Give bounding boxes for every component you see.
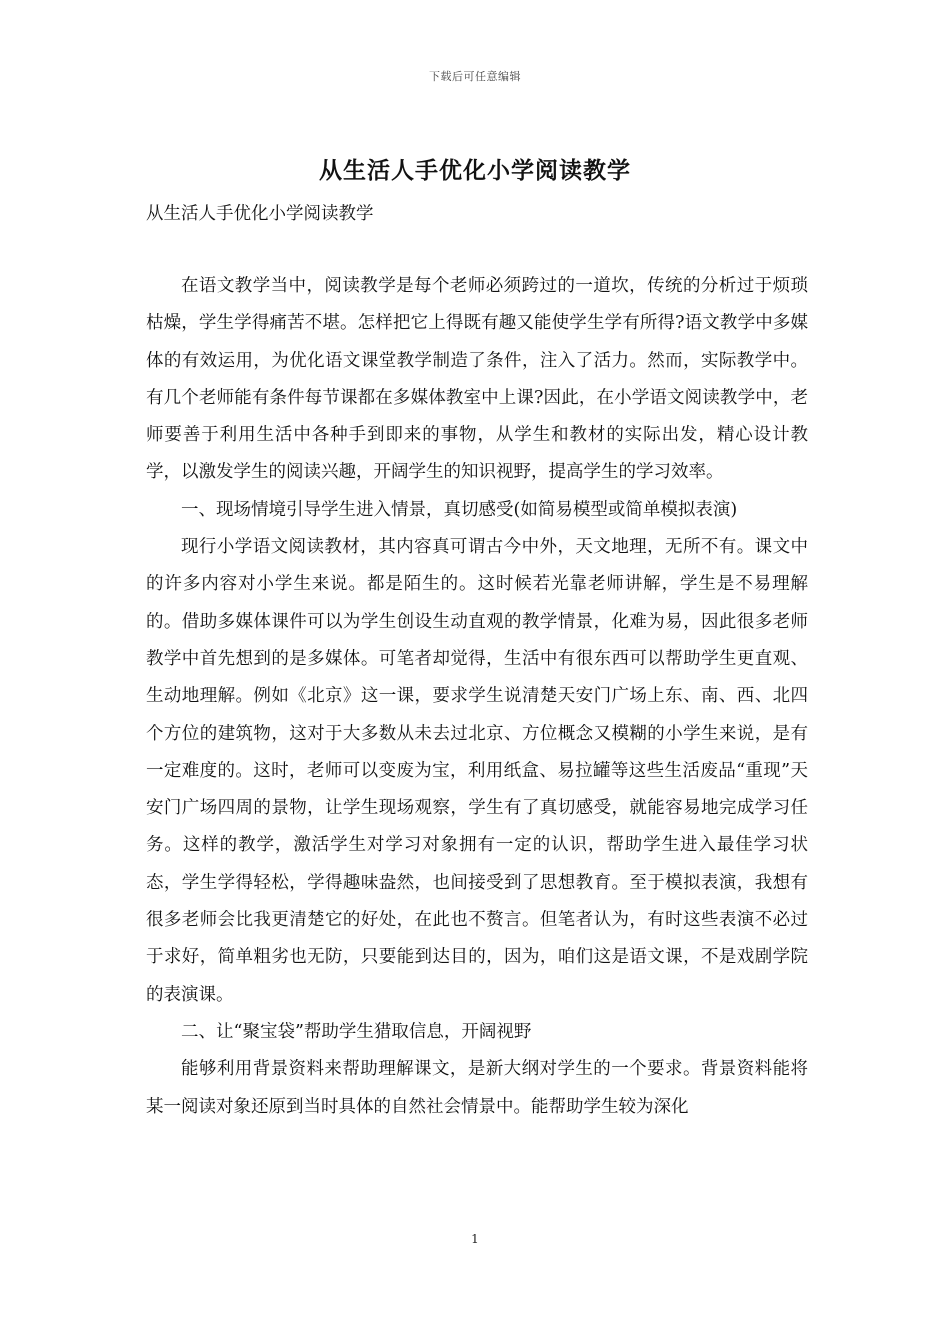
paragraph-intro: 在语文教学当中，阅读教学是每个老师必须跨过的一道坎，传统的分析过于烦琐枯燥，学生学得痛苦不堪。怎样把它上得既有趣又能使学生学有所得?语文教学中多媒体的有效运用，为优化语文课堂教学制造了条件，注入了活力。然而，实际教学中。有几个老师能有条件每节课都在多媒体教室中上课?因此，在小学语文阅读教学中，老师要善于利用生活中各种手到即来的事物，从学生和教材的实际出发，精心设计教学，以激发学生的阅读兴趣，开阔学生的知识视野，提高学生的学习效率。: [146, 276, 808, 483]
document-title: 从生活人手优化小学阅读教学: [319, 157, 631, 184]
page-number: 1: [471, 1232, 479, 1246]
header-note: 下载后可任意编辑: [429, 70, 521, 83]
paragraph-section-1: 现行小学语文阅读教材，其内容真可谓古今中外，天文地理，无所不有。课文中的许多内容对小学生来说。都是陌生的。这时候若光靠老师讲解，学生是不易理解的。借助多媒体课件可以为学生创设生动直观的教学情景，化难为易，因此很多老师教学中首先想到的是多媒体。可笔者却觉得，生活中有很东西可以帮助学生更直观、生动地理解。例如《北京》这一课，要求学生说清楚天安门广场上东、南、西、北四个方位的建筑物，这对于大多数从未去过北京、方位概念又模糊的小学生来说，是有一定难度的。这时，老师可以变废为宝，利用纸盒、易拉罐等这些生活废品“重现”天安门广场四周的景物，让学生现场观察，学生有了真切感受，就能容易地完成学习任务。这样的教学，激活学生对学习对象拥有一定的认识，帮助学生进入最佳学习状态，学生学得轻松，学得趣味盎然，也间接受到了思想教育。至于模拟表演，我想有很多老师会比我更清楚它的好处，在此也不赘言。但笔者认为，有时这些表演不必过于求好，简单粗劣也无防，只要能到达目的，因为，咱们这是语文课，不是戏剧学院的表演课。: [146, 537, 808, 1005]
section-heading-1: 一、现场情境引导学生进入情景，真切感受(如简易模型或简单模拟表演): [181, 499, 738, 520]
document-body: [146, 268, 808, 1126]
paragraph-section-2: 能够利用背景资料来帮助理解课文，是新大纲对学生的一个要求。背景资料能将某一阅读对象还原到当时具体的自然社会情景中。能帮助学生较为深化: [146, 1059, 808, 1117]
section-heading-2: 二、让“聚宝袋”帮助学生猎取信息，开阔视野: [181, 1021, 532, 1042]
document-subtitle: 从生活人手优化小学阅读教学: [146, 204, 374, 224]
